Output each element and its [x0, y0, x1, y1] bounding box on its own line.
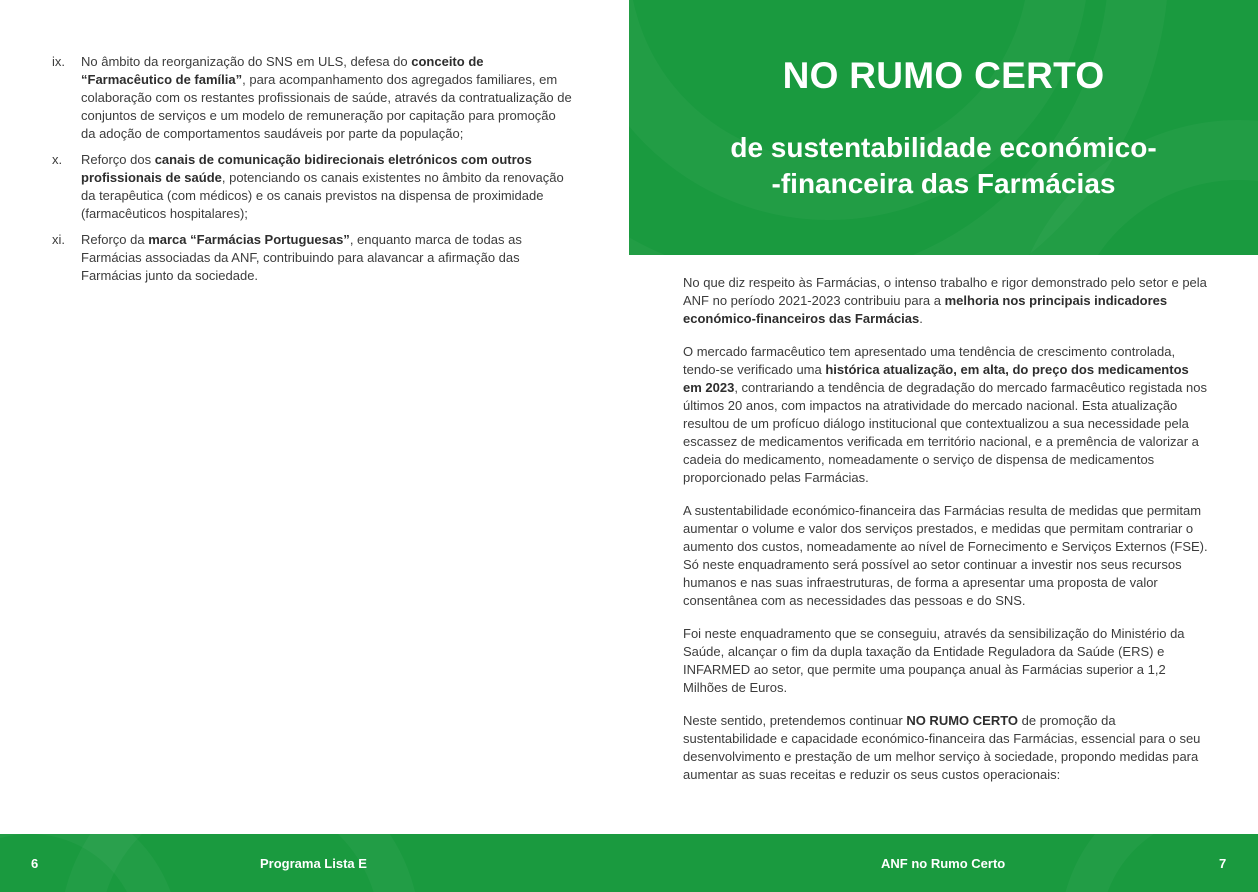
list-item — [52, 231, 572, 285]
paragraph: A sustentabilidade económico-financeira das Farmácias resulta de medidas que permitam aumentar o volume e valor dos serviços prestados, e medidas que permitam contrariar o aumento dos custos, nomeadamente ao nível de Fornecimento e Serviços Externos (FSE). Só neste enquadramento será possível ao setor continuar a investir nos seus recursos humanos e nas suas infraestruturas, de forma a apresentar uma proposta de valor consentânea com as necessidades das pessoas e do SNS. — [683, 503, 1208, 608]
body-text — [683, 274, 1208, 799]
page-number-right: 7 — [1219, 856, 1227, 871]
left-page — [0, 0, 629, 834]
paragraph: No que diz respeito às Farmácias, o intenso trabalho e rigor demonstrado pelo setor e pela ANF no período 2021-2023 contribuiu para a melhoria nos principais indicadores económico-financeiros das Farmácias. — [683, 275, 1207, 326]
paragraph: Neste sentido, pretendemos continuar NO RUMO CERTO de promoção da sustentabilidade e capacidade económico-financeira das Farmácias, essencial para o seu desenvolvimento e prestação de um melhor serviço à sociedade, propondo medidas para aumentar as suas receitas e reduzir os seus custos operacionais: — [683, 713, 1201, 782]
page-number-left: 6 — [31, 856, 39, 871]
hero-banner — [629, 0, 1258, 255]
list-item-text: Reforço da marca “Farmácias Portuguesas”, enquanto marca de todas as Farmácias associadas da ANF, contribuindo para alavancar a afirmação das Farmácias junto da sociedade. — [81, 232, 522, 283]
list-item — [52, 151, 572, 223]
footer-title-left: Programa Lista E — [260, 856, 367, 871]
paragraph: Foi neste enquadramento que se conseguiu, através da sensibilização do Ministério da Saúde, alcançar o fim da dupla taxação da Entidade Reguladora da Saúde (ERS) e INFARMED ao setor, que permite uma poupança anual às Farmácias superior a 1,2 Milhões de Euros. — [683, 626, 1185, 695]
list-item-text: No âmbito da reorganização do SNS em ULS, defesa do conceito de “Farmacêutico de família”, para acompanhamento dos agregados familiares, em colaboração com os restantes profissionais de saúde, através da contratualização de conjuntos de serviços e um modelo de remuneração por capitação para promoção da adoção de comportamentos saudáveis por parte da população; — [81, 54, 572, 141]
paragraph: O mercado farmacêutico tem apresentado uma tendência de crescimento controlada, tendo-se verificado uma histórica atualização, em alta, do preço dos medicamentos em 2023, contrariando a tendência de degradação do mercado farmacêutico registada nos últimos 20 anos, com impactos na atratividade do mercado nacional. Esta atualização resultou de um profícuo diálogo institucional que contextualizou a sua necessidade pela escassez de medicamentos verificada em território nacional, e a premência de valorizar a cadeia do medicamento, nomeadamente o serviço de dispensa de medicamentos proporcionado pelas Farmácias. — [683, 344, 1207, 485]
list-item — [52, 53, 572, 143]
hero-subtitle: de sustentabilidade económico- -financeira das Farmácias — [730, 132, 1157, 199]
decorative-arc — [1060, 834, 1258, 892]
measures-list — [52, 53, 572, 293]
footer-bar — [0, 834, 1258, 892]
list-item-number: ix. — [52, 54, 65, 69]
list-item-number: xi. — [52, 232, 65, 247]
hero-title: NO RUMO CERTO — [782, 55, 1105, 96]
footer-title-right: ANF no Rumo Certo — [881, 856, 1006, 871]
right-page — [629, 0, 1258, 834]
list-item-number: x. — [52, 152, 63, 167]
list-item-text: Reforço dos canais de comunicação bidirecionais eletrónicos com outros profissionais de saúde, potenciando os canais existentes no âmbito da renovação da terapêutica (com médicos) e os canais previstos na dispensa de proximidade (farmacêuticos hospitalares); — [81, 152, 564, 221]
